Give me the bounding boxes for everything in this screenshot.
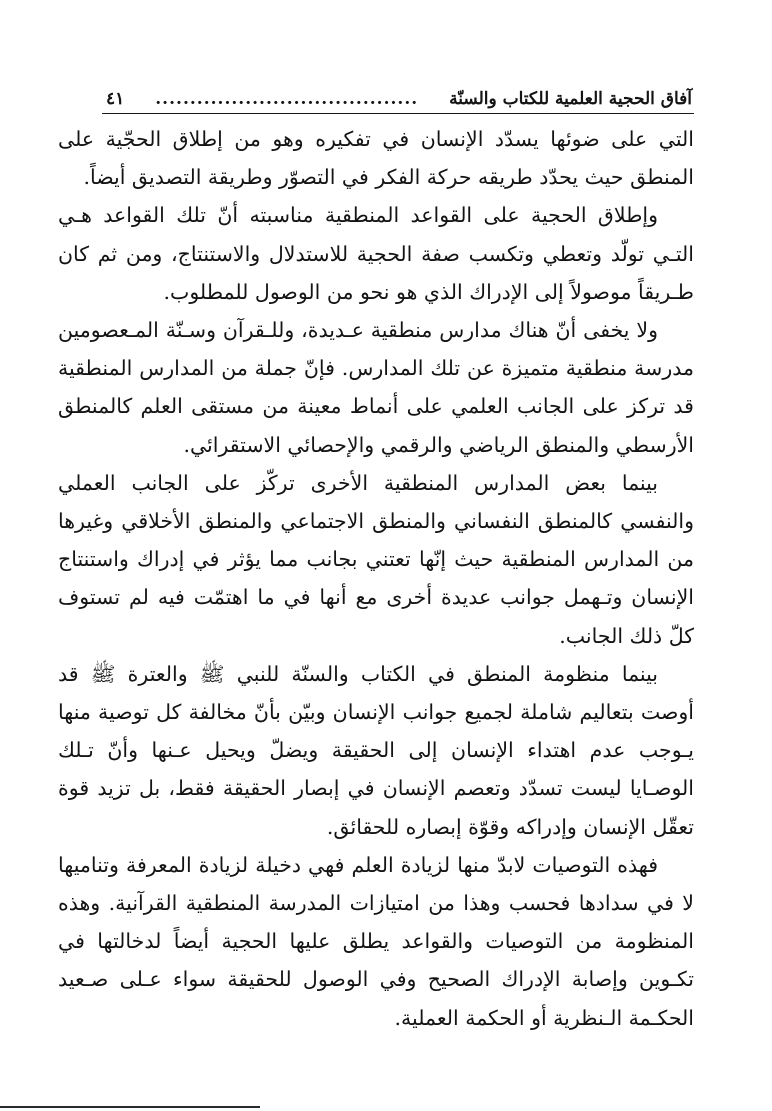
paragraph-5: بينما منظومة المنطق في الكتاب والسنّة للنبي ﷺ والعترة ﷺ قد أوصت بتعاليم شاملة لجميع جوانب الإنسان وبيّن بأنّ مخالفة كل توصية منها يـوجب عدم اهتداء الإنسان إلى الحقيقة ويضلّ ويحيل عـنها وأنّ تـلك الوصـايا ليست تسدّد وتعصم الإنسان في إبصار الحقيقة فقط، بل تزيد قوة تعقّل الإنسان وإدراكه وقوّة إبصاره للحقائق. [58, 661, 694, 839]
page-number: ٤١ [106, 89, 125, 109]
paragraph-3: ولا يخفى أنّ هناك مدارس منطقية عـديدة، وللـقرآن وسـنّة المـعصومين مدرسة منطقية متميزة عن تلك المدارس. فإنّ جملة من المدارس المنطقية قد تركز على الجانب العلمي على أنماط معينة من مستقى العلم كالمنطق الأرسطي والمنطق الرياضي والرقمي والإحصائي الاستقرائي. [58, 318, 694, 457]
body-text [58, 120, 694, 1037]
paragraph-1: التي على ضوئها يسدّد الإنسان في تفكيره وهو من إطلاق الحجّية على المنطق حيث يحدّد طريقه حركة الفكر في التصوّر وطريقة التصديق أيضاً. [58, 127, 694, 190]
running-title: آفاق الحجية العلمية للكتاب والسنّة [449, 89, 692, 109]
leader-dots: ...................................... [155, 89, 419, 109]
header-rule [102, 113, 694, 114]
paragraph-6: فهذه التوصيات لابدّ منها لزيادة العلم فهي دخيلة لزيادة المعرفة وتناميها لا في سدادها فحسب وهذا من امتيازات المدرسة المنطقية القرآنية. وهذه المنظومة من التوصيات والقواعد يطلق عليها الحجية أيضاً لدخالتها في تكـوين وإصابة الإدراك الصحيح وفي الوصول للحقيقة سواء عـلى صـعيد الحكـمة الـنظرية أو الحكمة العملية. [58, 852, 694, 1030]
running-header [106, 86, 692, 112]
paragraph-4: بينما بعض المدارس المنطقية الأخرى تركّز على الجانب العملي والنفسي كالمنطق النفساني والمنطق الاجتماعي والمنطق الأخلاقي وغيرها من المدارس المنطقية حيث إنّها تعتني بجانب مما يؤثر في إدراك واستنتاج الإنسان وتـهمل جوانب عديدة أخرى مع أنها في ما اهتمّت فيه لم تستوف كلّ ذلك الجانب. [58, 470, 694, 648]
scan-edge-line [0, 1106, 260, 1108]
paragraph-2: وإطلاق الحجية على القواعد المنطقية مناسبته أنّ تلك القواعد هـي التـي تولّد وتعطي وتكسب صفة الحجية للاستدلال والاستنتاج، ومن ثم كان طـريقاً موصولاً إلى الإدراك الذي هو نحو من الوصول للمطلوب. [58, 203, 694, 304]
